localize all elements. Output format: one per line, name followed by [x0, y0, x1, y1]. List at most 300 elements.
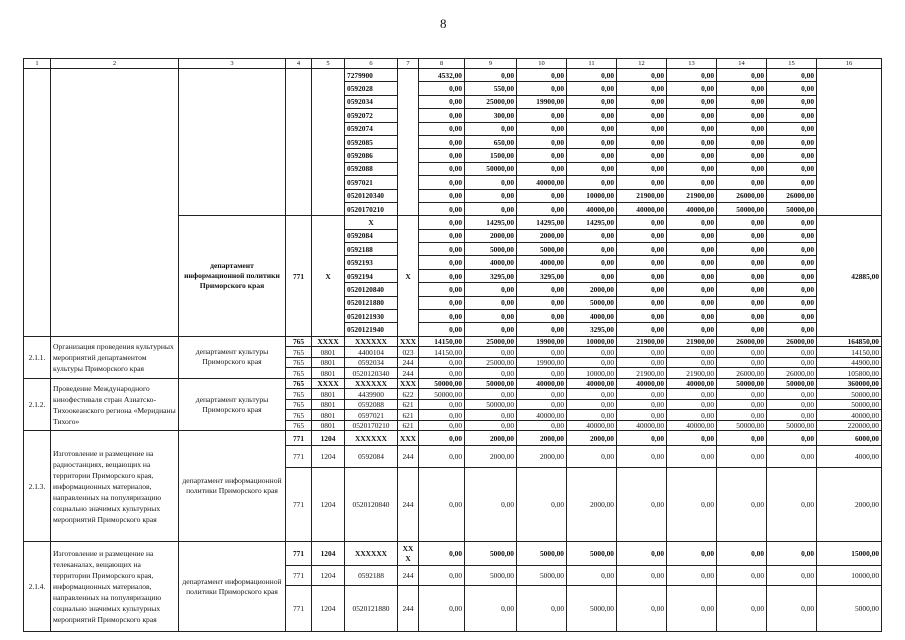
code-cell: 1204 [312, 566, 345, 586]
amount-cell: 0,00 [767, 389, 817, 400]
amount-cell: 4000,00 [517, 256, 567, 269]
amount-cell: 2000,00 [465, 229, 517, 242]
code-cell: 0520170210 [345, 420, 398, 431]
amount-cell: 0,00 [617, 243, 667, 256]
amount-cell: 0,00 [717, 229, 767, 242]
table-row [24, 69, 882, 82]
column-number: 8 [419, 59, 465, 69]
column-number: 11 [567, 59, 617, 69]
amount-cell: 0,00 [517, 323, 567, 336]
code-cell: 0520120840 [345, 468, 398, 542]
code-cell: 0592188 [345, 566, 398, 586]
amount-cell: 21900,00 [667, 336, 717, 347]
amount-cell: 40000,00 [567, 202, 617, 215]
code-cell: 0592084 [345, 446, 398, 468]
amount-cell: 10000,00 [567, 368, 617, 379]
amount-cell: 0,00 [617, 389, 667, 400]
amount-cell: 0,00 [465, 189, 517, 202]
amount-cell: 5000,00 [817, 586, 882, 632]
amount-cell: 0,00 [767, 410, 817, 421]
code-cell: 0801 [312, 399, 345, 410]
amount-cell: 0,00 [617, 82, 667, 95]
amount-cell: 0,00 [517, 368, 567, 379]
amount-cell: 21900,00 [617, 368, 667, 379]
amount-cell: 0,00 [419, 109, 465, 122]
amount-cell: 19900,00 [517, 336, 567, 347]
table-row [24, 431, 882, 446]
code-cell: 0801 [312, 389, 345, 400]
amount-cell: 50000,00 [767, 378, 817, 389]
amount-cell: 4000,00 [817, 446, 882, 468]
amount-cell: 5000,00 [465, 243, 517, 256]
amount-cell: 0,00 [717, 347, 767, 358]
amount-cell: 0,00 [419, 420, 465, 431]
amount-cell: 6000,00 [817, 431, 882, 446]
table-row [24, 336, 882, 347]
amount-cell: 0,00 [617, 269, 667, 282]
code-cell: 765 [286, 399, 312, 410]
amount-cell: 0,00 [717, 216, 767, 229]
csr-code: 0592086 [345, 149, 398, 162]
amount-cell: 0,00 [767, 357, 817, 368]
amount-cell: 0,00 [419, 468, 465, 542]
code-cell: 771 [286, 468, 312, 542]
amount-cell: 0,00 [567, 269, 617, 282]
amount-cell: 0,00 [617, 176, 667, 189]
amount-cell: 4000,00 [465, 256, 517, 269]
amount-cell: 0,00 [717, 357, 767, 368]
amount-cell: 300,00 [465, 109, 517, 122]
amount-cell: 0,00 [617, 310, 667, 323]
amount-cell: 0,00 [617, 283, 667, 296]
amount-cell: 40000,00 [617, 378, 667, 389]
amount-cell: 0,00 [667, 122, 717, 135]
amount-cell: 5000,00 [517, 243, 567, 256]
amount-cell: 0,00 [517, 122, 567, 135]
amount-cell: 0,00 [667, 176, 717, 189]
code-cell: 244 [398, 368, 419, 379]
code-cell: 1204 [312, 446, 345, 468]
amount-cell: 0,00 [717, 446, 767, 468]
amount-cell: 25000,00 [465, 336, 517, 347]
amount-cell: 0,00 [667, 586, 717, 632]
amount-cell: 0,00 [717, 149, 767, 162]
amount-cell: 0,00 [767, 95, 817, 108]
empty-dept-cell [179, 69, 286, 216]
amount-cell: 0,00 [767, 542, 817, 566]
amount-cell: 0,00 [617, 446, 667, 468]
amount-cell: 0,00 [567, 229, 617, 242]
amount-cell: 0,00 [667, 95, 717, 108]
amount-cell: 40000,00 [617, 420, 667, 431]
amount-cell: 14295,00 [517, 216, 567, 229]
amount-cell: 0,00 [667, 135, 717, 148]
amount-cell: 5000,00 [465, 542, 517, 566]
amount-cell: 0,00 [667, 347, 717, 358]
amount-cell: 26000,00 [717, 189, 767, 202]
amount-cell: 0,00 [667, 109, 717, 122]
table-row [24, 378, 882, 389]
code-cell: 622 [398, 389, 419, 400]
amount-cell: 0,00 [465, 69, 517, 82]
amount-cell: 0,00 [419, 269, 465, 282]
amount-cell: 0,00 [517, 347, 567, 358]
department-name: департамент информационной политики Приморского края [179, 431, 286, 542]
column-number: 2 [51, 59, 179, 69]
amount-cell: 0,00 [567, 566, 617, 586]
code-cell: 765 [286, 389, 312, 400]
empty-name-cell [51, 69, 179, 337]
amount-cell: 0,00 [419, 176, 465, 189]
amount-cell: 40000,00 [667, 202, 717, 215]
amount-cell: 0,00 [717, 135, 767, 148]
csr-code: 7279900 [345, 69, 398, 82]
amount-cell: 0,00 [567, 69, 617, 82]
amount-cell: 2000,00 [517, 229, 567, 242]
amount-cell: 0,00 [767, 216, 817, 229]
csr-code: 0592074 [345, 122, 398, 135]
amount-cell: 0,00 [717, 69, 767, 82]
amount-cell: 25000,00 [465, 357, 517, 368]
amount-cell: 2000,00 [465, 431, 517, 446]
amount-cell: 0,00 [517, 69, 567, 82]
code-cell: XXXX [312, 378, 345, 389]
amount-cell: 10000,00 [567, 189, 617, 202]
code-cell: 0801 [312, 368, 345, 379]
amount-cell: 26000,00 [717, 368, 767, 379]
amount-cell: 5000,00 [567, 586, 617, 632]
amount-cell: 0,00 [617, 586, 667, 632]
activity-name: Проведение Международного кинофестиваля стран Азиатско-Тихоокеанского региона «Меридианы Тихого» [51, 378, 179, 431]
code-cell: 765 [286, 420, 312, 431]
table-row [24, 542, 882, 566]
amount-cell: 0,00 [717, 410, 767, 421]
amount-cell: 0,00 [667, 410, 717, 421]
amount-cell: 0,00 [717, 542, 767, 566]
amount-cell: 0,00 [667, 82, 717, 95]
vr-code: X [398, 216, 419, 337]
amount-cell: 2000,00 [567, 468, 617, 542]
amount-cell: 0,00 [767, 566, 817, 586]
amount-cell: 0,00 [767, 468, 817, 542]
amount-cell: 5000,00 [567, 542, 617, 566]
amount-cell: 0,00 [419, 82, 465, 95]
amount-cell: 0,00 [617, 399, 667, 410]
amount-cell: 0,00 [767, 162, 817, 175]
amount-cell: 3295,00 [465, 269, 517, 282]
code-cell: XXXXXX [345, 431, 398, 446]
amount-cell: 0,00 [465, 389, 517, 400]
code-cell: 765 [286, 368, 312, 379]
column-number: 5 [312, 59, 345, 69]
code-cell: 0597021 [345, 410, 398, 421]
csr-code: X [345, 216, 398, 229]
amount-cell: 21900,00 [667, 368, 717, 379]
code-cell: 244 [398, 566, 419, 586]
amount-cell: 50000,00 [465, 399, 517, 410]
amount-cell: 0,00 [517, 420, 567, 431]
code-cell: XXX [398, 378, 419, 389]
amount-cell: 0,00 [617, 542, 667, 566]
activity-name: Изготовление и размещение на телеканалах, вещающих на территории Приморского края, информационных материалов, направленных на популяризацию социально значимых культурных мероприятий Приморского края [51, 542, 179, 632]
amount-cell: 0,00 [767, 256, 817, 269]
code-cell: XXXX [312, 336, 345, 347]
code-cell: 244 [398, 586, 419, 632]
amount-cell: 14150,00 [419, 336, 465, 347]
code-cell: 765 [286, 378, 312, 389]
amount-cell: 40000,00 [517, 378, 567, 389]
amount-cell: 0,00 [717, 468, 767, 542]
amount-cell: 0,00 [419, 162, 465, 175]
code-cell: 0801 [312, 420, 345, 431]
amount-cell: 0,00 [419, 135, 465, 148]
amount-cell: 220000,00 [817, 420, 882, 431]
code-cell: 0520121880 [345, 586, 398, 632]
amount-cell: 0,00 [419, 216, 465, 229]
amount-cell: 2000,00 [465, 446, 517, 468]
amount-cell: 0,00 [667, 256, 717, 269]
amount-cell: 0,00 [617, 109, 667, 122]
amount-cell: 0,00 [767, 399, 817, 410]
column-number: 12 [617, 59, 667, 69]
amount-cell: 50000,00 [767, 202, 817, 215]
code-cell: XXX [398, 431, 419, 446]
amount-cell: 0,00 [617, 122, 667, 135]
amount-cell: 26000,00 [717, 336, 767, 347]
amount-cell: 0,00 [465, 420, 517, 431]
amount-cell: 0,00 [767, 283, 817, 296]
csr-code: 0592028 [345, 82, 398, 95]
amount-cell: 0,00 [717, 243, 767, 256]
amount-cell: 19900,00 [517, 357, 567, 368]
empty-rzpr-cell [312, 69, 345, 216]
csr-code: 0592194 [345, 269, 398, 282]
amount-cell: 40000,00 [617, 202, 667, 215]
amount-cell: 0,00 [667, 468, 717, 542]
amount-cell: 0,00 [465, 283, 517, 296]
amount-cell: 0,00 [517, 202, 567, 215]
amount-cell: 0,00 [419, 431, 465, 446]
amount-cell: 40000,00 [517, 176, 567, 189]
amount-cell: 0,00 [567, 109, 617, 122]
amount-cell: 0,00 [767, 347, 817, 358]
amount-cell: 40000,00 [517, 410, 567, 421]
amount-cell: 0,00 [465, 122, 517, 135]
empty-grbs-cell [286, 69, 312, 216]
amount-cell: 0,00 [517, 468, 567, 542]
code-cell: XXX [398, 336, 419, 347]
amount-cell: 0,00 [517, 189, 567, 202]
amount-cell: 0,00 [419, 283, 465, 296]
amount-cell: 10000,00 [567, 336, 617, 347]
code-cell: 771 [286, 566, 312, 586]
amount-cell: 50000,00 [717, 420, 767, 431]
amount-cell: 0,00 [419, 122, 465, 135]
amount-cell: 0,00 [617, 357, 667, 368]
code-cell: 4400104 [345, 347, 398, 358]
amount-cell: 0,00 [465, 202, 517, 215]
column-number: 9 [465, 59, 517, 69]
amount-cell: 50000,00 [817, 389, 882, 400]
amount-cell: 0,00 [465, 296, 517, 309]
empty-total-cell [817, 69, 882, 216]
amount-cell: 0,00 [517, 135, 567, 148]
amount-cell: 0,00 [567, 95, 617, 108]
amount-cell: 50000,00 [767, 420, 817, 431]
column-number: 14 [717, 59, 767, 69]
amount-cell: 0,00 [465, 310, 517, 323]
code-cell: 1204 [312, 468, 345, 542]
amount-cell: 0,00 [419, 368, 465, 379]
amount-cell: 2000,00 [567, 431, 617, 446]
code-cell: 1204 [312, 431, 345, 446]
code-cell: 0592088 [345, 399, 398, 410]
csr-code: 0592084 [345, 229, 398, 242]
amount-cell: 0,00 [419, 399, 465, 410]
code-cell: 0801 [312, 357, 345, 368]
amount-cell: 0,00 [567, 243, 617, 256]
amount-cell: 105800,00 [817, 368, 882, 379]
amount-cell: 0,00 [517, 310, 567, 323]
code-cell: 1204 [312, 586, 345, 632]
csr-code: 0592188 [345, 243, 398, 256]
amount-cell: 0,00 [667, 243, 717, 256]
column-number: 16 [817, 59, 882, 69]
amount-cell: 0,00 [567, 357, 617, 368]
amount-cell: 3295,00 [567, 323, 617, 336]
amount-cell: 0,00 [667, 269, 717, 282]
amount-cell: 0,00 [465, 176, 517, 189]
amount-cell: 0,00 [667, 542, 717, 566]
amount-cell: 0,00 [567, 135, 617, 148]
amount-cell: 0,00 [517, 399, 567, 410]
amount-cell: 0,00 [767, 122, 817, 135]
amount-cell: 0,00 [767, 586, 817, 632]
csr-code: 0592193 [345, 256, 398, 269]
amount-cell: 0,00 [567, 399, 617, 410]
amount-cell: 0,00 [617, 216, 667, 229]
column-number: 1 [24, 59, 51, 69]
amount-cell: 26000,00 [767, 368, 817, 379]
amount-cell: 0,00 [717, 431, 767, 446]
rzpr-code: X [312, 216, 345, 337]
amount-cell: 0,00 [667, 566, 717, 586]
column-number: 4 [286, 59, 312, 69]
amount-cell: 0,00 [567, 347, 617, 358]
amount-cell: 0,00 [767, 296, 817, 309]
amount-cell: 0,00 [465, 347, 517, 358]
amount-cell: 0,00 [419, 202, 465, 215]
amount-cell: 14150,00 [419, 347, 465, 358]
amount-cell: 0,00 [465, 468, 517, 542]
amount-cell: 650,00 [465, 135, 517, 148]
column-number: 6 [345, 59, 398, 69]
amount-cell: 0,00 [617, 431, 667, 446]
amount-cell: 0,00 [419, 410, 465, 421]
amount-cell: 14150,00 [817, 347, 882, 358]
amount-cell: 0,00 [567, 410, 617, 421]
amount-cell: 0,00 [717, 296, 767, 309]
department-name: департамент информационной политики Приморского края [179, 542, 286, 632]
amount-cell: 0,00 [617, 468, 667, 542]
code-cell: 621 [398, 420, 419, 431]
amount-cell: 0,00 [419, 446, 465, 468]
amount-cell: 3295,00 [517, 269, 567, 282]
code-cell: 244 [398, 357, 419, 368]
amount-cell: 0,00 [667, 389, 717, 400]
amount-cell: 0,00 [517, 389, 567, 400]
amount-cell: 0,00 [617, 347, 667, 358]
amount-cell: 50000,00 [419, 389, 465, 400]
budget-table [23, 58, 882, 632]
amount-cell: 0,00 [517, 283, 567, 296]
column-number: 13 [667, 59, 717, 69]
amount-cell: 550,00 [465, 82, 517, 95]
amount-cell: 0,00 [419, 149, 465, 162]
amount-cell: 0,00 [717, 95, 767, 108]
csr-code: 0520121880 [345, 296, 398, 309]
amount-cell: 0,00 [419, 256, 465, 269]
amount-cell: 0,00 [419, 323, 465, 336]
amount-cell: 0,00 [617, 162, 667, 175]
code-cell: 0801 [312, 347, 345, 358]
code-cell: 621 [398, 410, 419, 421]
section-number: 2.1.4. [24, 542, 51, 632]
amount-cell: 0,00 [767, 229, 817, 242]
amount-cell: 0,00 [419, 189, 465, 202]
amount-cell: 40000,00 [667, 420, 717, 431]
amount-cell: 0,00 [517, 162, 567, 175]
amount-cell: 0,00 [717, 122, 767, 135]
csr-code: 0520121930 [345, 310, 398, 323]
amount-cell: 0,00 [567, 122, 617, 135]
amount-cell: 50000,00 [465, 378, 517, 389]
amount-cell: 0,00 [465, 410, 517, 421]
amount-cell: 21900,00 [667, 189, 717, 202]
amount-cell: 0,00 [767, 69, 817, 82]
amount-cell: 2000,00 [567, 283, 617, 296]
amount-cell: 5000,00 [517, 566, 567, 586]
amount-cell: 0,00 [419, 243, 465, 256]
amount-cell: 0,00 [767, 310, 817, 323]
department-name: департамент информационной политики Приморского края [179, 216, 286, 337]
amount-cell: 40000,00 [817, 410, 882, 421]
amount-cell: 360000,00 [817, 378, 882, 389]
amount-cell: 0,00 [667, 399, 717, 410]
csr-code: 0592088 [345, 162, 398, 175]
amount-cell: 40000,00 [567, 420, 617, 431]
amount-cell: 4000,00 [567, 310, 617, 323]
code-cell: 4439900 [345, 389, 398, 400]
amount-cell: 40000,00 [567, 378, 617, 389]
page-number: 8 [440, 16, 447, 31]
amount-cell: 50000,00 [717, 378, 767, 389]
amount-cell: 0,00 [767, 135, 817, 148]
amount-cell: 0,00 [667, 296, 717, 309]
column-number: 7 [398, 59, 419, 69]
code-cell: 0520120340 [345, 368, 398, 379]
amount-cell: 0,00 [465, 323, 517, 336]
amount-cell: 26000,00 [767, 189, 817, 202]
amount-cell: 50000,00 [465, 162, 517, 175]
amount-cell: 0,00 [567, 446, 617, 468]
header-row [24, 59, 882, 69]
amount-cell: 0,00 [767, 431, 817, 446]
code-cell: 244 [398, 446, 419, 468]
amount-cell: 0,00 [767, 176, 817, 189]
code-cell: 0801 [312, 410, 345, 421]
code-cell: 771 [286, 431, 312, 446]
